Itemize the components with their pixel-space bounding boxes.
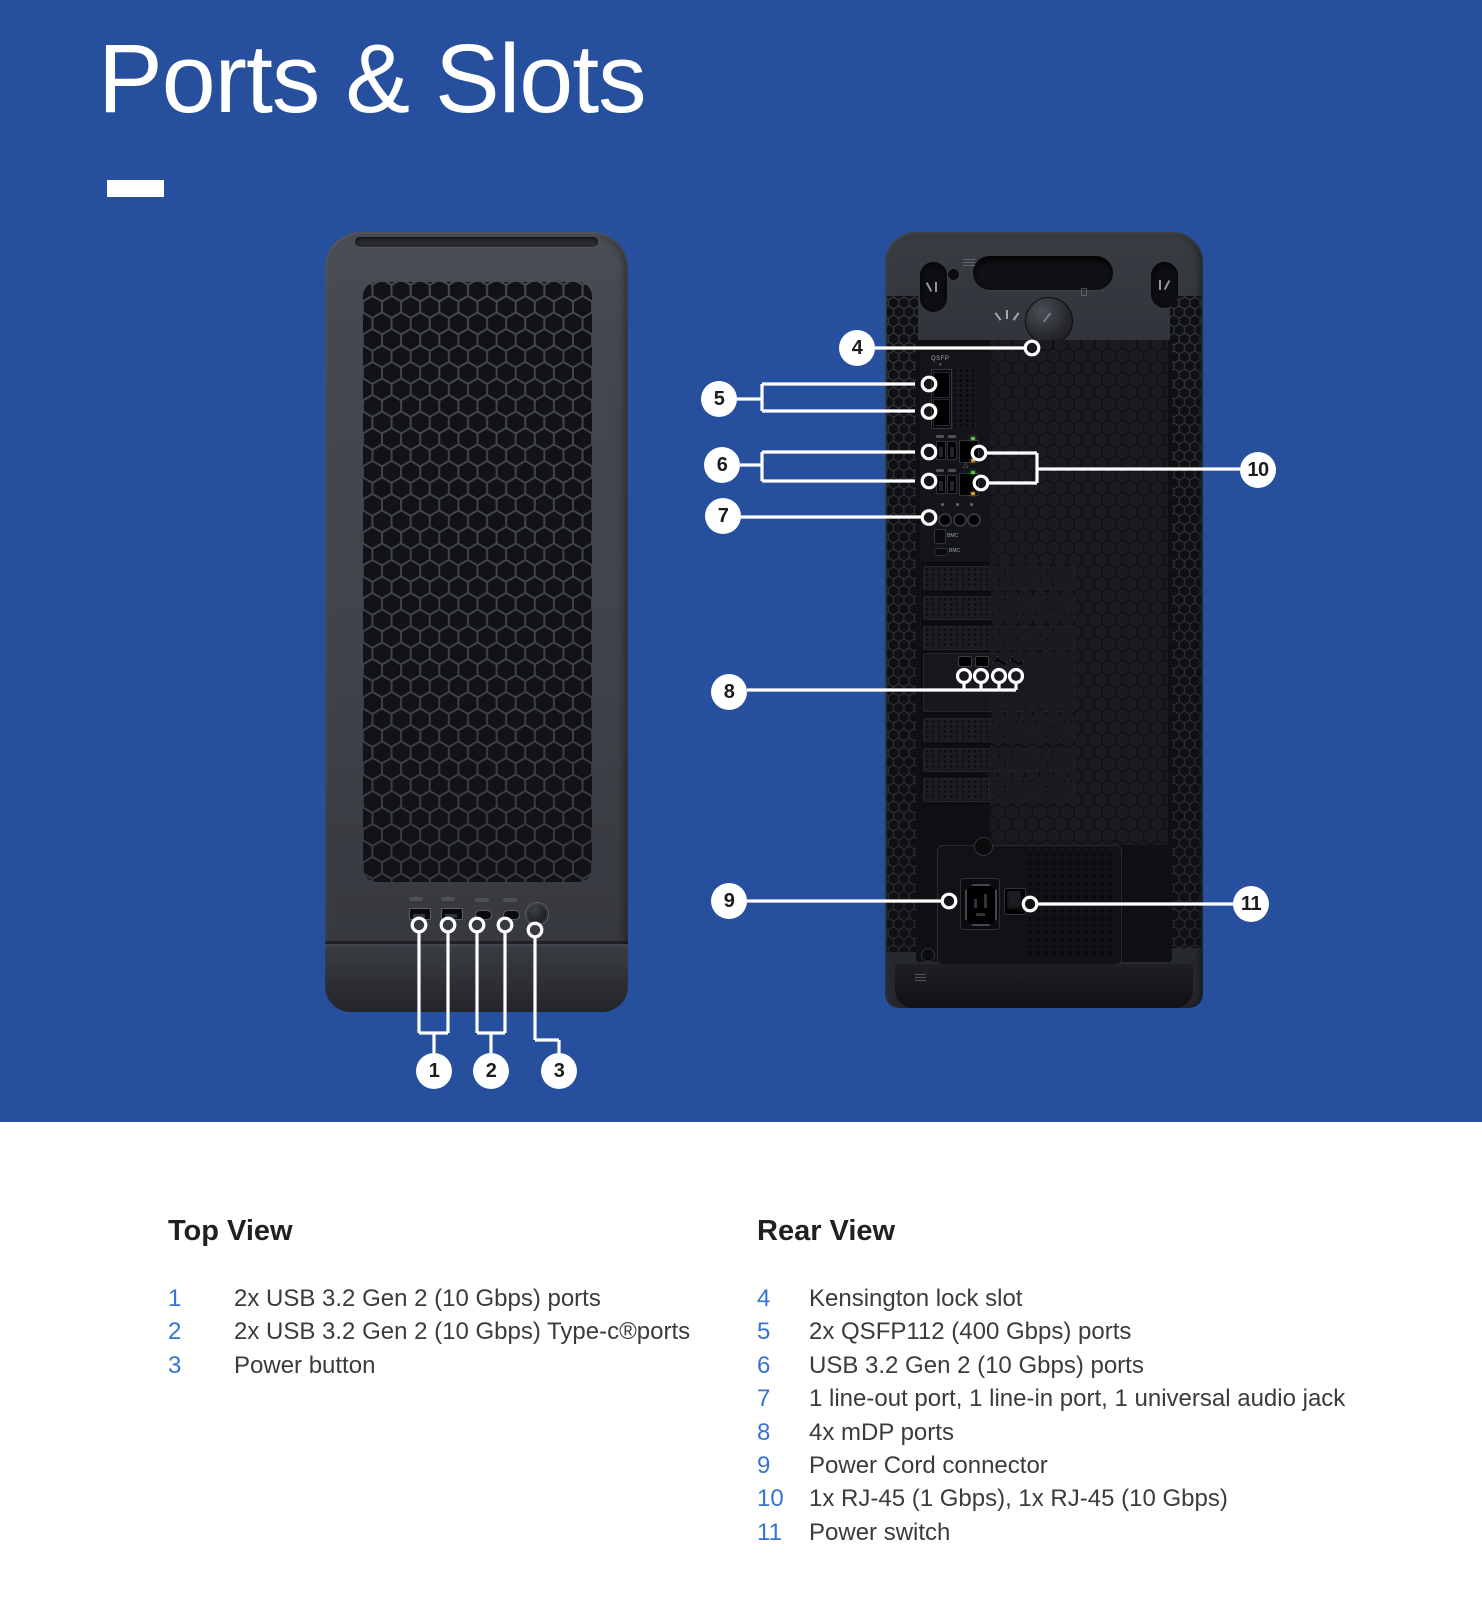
item-number: 8 bbox=[757, 1418, 771, 1446]
front-tower-body bbox=[325, 232, 628, 1012]
bmc-usb-c-port bbox=[934, 548, 948, 556]
grid-icon bbox=[963, 259, 975, 267]
item-number: 3 bbox=[168, 1351, 182, 1379]
callout-7: 7 bbox=[705, 498, 741, 534]
rear-usb-a-port bbox=[936, 475, 946, 494]
item-number: 9 bbox=[757, 1451, 771, 1479]
mdp-port-4 bbox=[1010, 656, 1024, 667]
item-label: 4x mDP ports bbox=[809, 1418, 954, 1446]
mdp-port-2 bbox=[975, 656, 989, 667]
rear-usb-a-port bbox=[947, 441, 957, 460]
qsfp-port-1 bbox=[933, 372, 950, 398]
usb-speed-icon bbox=[948, 435, 956, 438]
usb-c-port-label-icon bbox=[475, 898, 489, 902]
front-tower-illustration bbox=[325, 232, 628, 1012]
item-label: Power button bbox=[234, 1351, 376, 1379]
vent-holes bbox=[952, 368, 978, 428]
item-label: USB 3.2 Gen 2 (10 Gbps) ports bbox=[809, 1351, 1144, 1379]
power-switch-rocker bbox=[1007, 891, 1021, 910]
unlock-icon bbox=[1081, 288, 1087, 296]
knob-rotation-marks bbox=[997, 308, 1021, 326]
item-label: Kensington lock slot bbox=[809, 1284, 1023, 1312]
microphone-icon bbox=[941, 503, 944, 506]
item-label: Power switch bbox=[809, 1518, 951, 1546]
item-label: 1 line-out port, 1 line-in port, 1 universal audio jack bbox=[809, 1385, 1346, 1413]
front-tower-base bbox=[325, 944, 628, 1012]
item-label: 2x QSFP112 (400 Gbps) ports bbox=[809, 1318, 1132, 1346]
stack-icon bbox=[915, 974, 926, 982]
link-led-green bbox=[971, 437, 975, 440]
rear-tower-illustration bbox=[885, 232, 1203, 1008]
screw-icon bbox=[947, 268, 960, 281]
callout-5: 5 bbox=[701, 381, 737, 417]
top-view-legend bbox=[168, 1216, 748, 1382]
front-usb-c-port-1 bbox=[475, 910, 492, 920]
rear-usb-a-port bbox=[947, 475, 957, 494]
activity-led-amber bbox=[971, 492, 975, 495]
callout-1: 1 bbox=[416, 1053, 452, 1089]
callout-9: 9 bbox=[711, 883, 747, 919]
qsfp-port-2 bbox=[933, 399, 950, 426]
bmc-label: BMC bbox=[947, 533, 959, 539]
mdp-port-3 bbox=[993, 656, 1007, 667]
audio-jack-line-in bbox=[953, 513, 967, 527]
pci-slot-cover bbox=[923, 718, 1075, 742]
front-tower-handle-groove bbox=[355, 237, 598, 247]
callout-6: 6 bbox=[704, 447, 740, 483]
activity-led-amber bbox=[971, 459, 975, 462]
callout-2: 2 bbox=[473, 1053, 509, 1089]
item-number: 4 bbox=[757, 1284, 771, 1312]
mdp-port-1 bbox=[958, 656, 972, 667]
bmc-label: BMC bbox=[949, 548, 961, 554]
callout-3: 3 bbox=[541, 1053, 577, 1089]
usb-port-label-icon bbox=[409, 897, 423, 901]
item-number: 1 bbox=[168, 1284, 182, 1312]
screw-icon bbox=[921, 948, 935, 962]
thumbscrew bbox=[974, 837, 993, 856]
rear-view-legend bbox=[757, 1216, 1447, 1549]
item-number: 2 bbox=[168, 1318, 182, 1346]
usb-port-label-icon bbox=[441, 897, 455, 901]
usb-speed-icon bbox=[948, 469, 956, 472]
rear-tower-base bbox=[895, 964, 1193, 1008]
rear-usb-a-port bbox=[936, 441, 946, 460]
list-item bbox=[757, 1449, 1447, 1482]
item-number: 6 bbox=[757, 1351, 771, 1379]
line-out-icon bbox=[956, 503, 959, 506]
title-underline-dash bbox=[107, 180, 164, 197]
usb-c-port-label-icon bbox=[503, 898, 517, 902]
top-view-list bbox=[168, 1282, 748, 1382]
list-item bbox=[168, 1315, 748, 1348]
front-usb-c-port-2 bbox=[503, 910, 520, 920]
psu-panel bbox=[937, 845, 1122, 965]
psu-vent-perforations bbox=[1026, 852, 1116, 958]
callout-11: 11 bbox=[1233, 886, 1269, 922]
callout-10: 10 bbox=[1240, 452, 1276, 488]
callout-4: 4 bbox=[839, 330, 875, 366]
item-label: 2x USB 3.2 Gen 2 (10 Gbps) Type-c®ports bbox=[234, 1318, 691, 1346]
usb-speed-icon bbox=[936, 469, 944, 472]
rj45-port-10gbps bbox=[959, 473, 979, 496]
list-item bbox=[757, 1516, 1447, 1549]
list-item bbox=[757, 1349, 1447, 1382]
rear-latch-left bbox=[920, 262, 947, 312]
page-title: Ports & Slots bbox=[98, 24, 646, 133]
callout-8: 8 bbox=[711, 674, 747, 710]
link-led-green bbox=[971, 471, 975, 474]
power-button bbox=[525, 902, 549, 926]
rear-latch-right bbox=[1151, 262, 1178, 308]
warning-triangle-icon: △ bbox=[963, 462, 969, 469]
rear-view-list bbox=[757, 1282, 1447, 1549]
front-usb-a-port-1 bbox=[409, 908, 431, 920]
label-plate bbox=[988, 770, 1042, 800]
side-panel-release-knob bbox=[1025, 297, 1073, 345]
front-usb-a-port-2 bbox=[441, 908, 463, 920]
top-view-heading: Top View bbox=[168, 1215, 293, 1247]
list-item bbox=[168, 1282, 748, 1315]
item-number: 10 bbox=[757, 1485, 784, 1513]
pci-slot-cover bbox=[923, 626, 1075, 650]
audio-jack-line-out bbox=[938, 513, 952, 527]
item-number: 5 bbox=[757, 1318, 771, 1346]
kensington-lock-slot bbox=[1038, 342, 1054, 351]
item-label: 1x RJ-45 (1 Gbps), 1x RJ-45 (10 Gbps) bbox=[809, 1485, 1228, 1513]
bmc-serial-port bbox=[934, 529, 946, 544]
rear-view-heading: Rear View bbox=[757, 1215, 896, 1247]
rj45-port-1gbps bbox=[959, 440, 979, 463]
item-label: Power Cord connector bbox=[809, 1451, 1048, 1479]
rear-handle-slot bbox=[973, 256, 1113, 290]
list-item bbox=[757, 1282, 1447, 1315]
pci-slot-cover bbox=[923, 566, 1075, 590]
list-item bbox=[757, 1382, 1447, 1415]
audio-jack-universal bbox=[967, 513, 981, 527]
caret-down-icon: ▾ bbox=[939, 362, 943, 368]
pci-slot-cover bbox=[923, 596, 1075, 620]
usb-speed-icon bbox=[936, 435, 944, 438]
qsfp-label: QSFP bbox=[931, 356, 950, 362]
list-item bbox=[757, 1315, 1447, 1348]
item-label: 2x USB 3.2 Gen 2 (10 Gbps) ports bbox=[234, 1284, 601, 1312]
item-number: 7 bbox=[757, 1385, 771, 1413]
item-number: 11 bbox=[757, 1518, 782, 1546]
power-cord-connector bbox=[965, 884, 997, 926]
list-item bbox=[168, 1349, 748, 1382]
line-in-icon bbox=[970, 503, 973, 506]
list-item bbox=[757, 1482, 1447, 1515]
list-item bbox=[757, 1416, 1447, 1449]
pci-slot-cover bbox=[923, 748, 1075, 772]
